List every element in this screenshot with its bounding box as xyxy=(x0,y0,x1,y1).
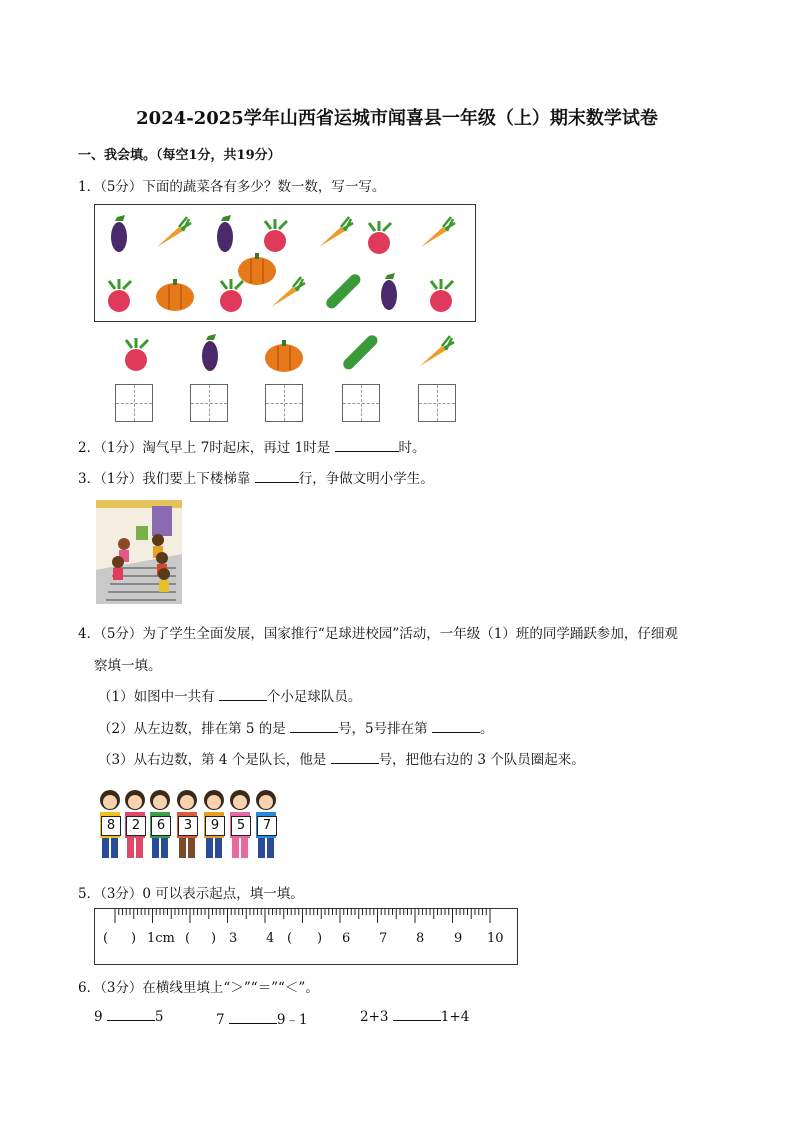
ruler-label-7: 7 xyxy=(379,931,388,946)
question-2-suffix: 时。 xyxy=(398,440,426,456)
compare-c-left: 2+3 xyxy=(360,1009,389,1025)
answer-blank-q4-2a[interactable] xyxy=(290,720,338,733)
question-3-text: 3．（1分）我们要上下楼梯靠 xyxy=(78,471,251,487)
question-4-line1: 4．（5分）为了学生全面发展，国家推行“足球进校园”活动，一年级（1）班的同学踊跃参加，仔细观 xyxy=(78,626,678,642)
answer-blank-q3[interactable] xyxy=(255,470,299,483)
ruler-label-8: 8 xyxy=(416,931,425,946)
vegetables-illustration xyxy=(95,205,475,321)
part3-suffix: 号，把他右边的 3 个队员圈起来。 xyxy=(378,752,585,768)
ruler-label-6: 6 xyxy=(342,931,351,946)
question-4-part2 xyxy=(98,717,493,737)
question-1: 1．（5分）下面的蔬菜各有多少？数一数，写一写。 xyxy=(78,179,386,195)
compare-item-c xyxy=(360,1008,469,1025)
answer-blank-q4-2b[interactable] xyxy=(432,720,480,733)
compare-item-a xyxy=(94,1008,163,1025)
ruler-label-1cm: 1cm xyxy=(147,931,175,946)
player-number-3: 6 xyxy=(151,816,171,836)
question-3-suffix: 行，争做文明小学生。 xyxy=(298,471,434,487)
compare-item-b xyxy=(216,1008,308,1028)
part2-suffix: 。 xyxy=(479,721,494,737)
stairs-illustration xyxy=(96,500,182,604)
compare-b-left: 7 xyxy=(216,1012,225,1028)
vegetable-legend xyxy=(94,326,474,374)
question-6: 6．（3分）在横线里填上“＞”“＝”“＜”。 xyxy=(78,980,319,996)
player-number-2: 2 xyxy=(126,816,146,836)
question-5: 5．（3分）0 可以表示起点，填一填。 xyxy=(78,886,304,902)
vegetable-picture-box xyxy=(94,204,476,322)
player-number-4: 3 xyxy=(178,816,198,836)
page-title: 2024-2025学年山西省运城市闻喜县一年级（上）期末数学试卷 xyxy=(136,108,658,129)
part2-text: （2）从左边数，排在第 5 的是 xyxy=(98,721,286,737)
question-4-part3 xyxy=(98,748,585,768)
part1-suffix: 个小足球队员。 xyxy=(266,689,362,705)
ruler-label-3: 3 xyxy=(229,931,238,946)
ruler-paren-close-0: ) xyxy=(131,931,137,946)
compare-c-right: 1+4 xyxy=(440,1009,470,1025)
football-players-illustration xyxy=(98,786,284,864)
part3-text: （3）从右边数，第 4 个是队长，他是 xyxy=(98,752,327,768)
part2-middle: 号，5号排在第 xyxy=(338,721,428,737)
ruler-ticks xyxy=(95,909,517,929)
player-number-7: 7 xyxy=(257,816,277,836)
question-4-line2: 察填一填。 xyxy=(94,658,162,674)
compare-a-left: 9 xyxy=(94,1009,103,1025)
answer-blank-q4-3[interactable] xyxy=(331,751,379,764)
answer-box-eggplant[interactable] xyxy=(190,384,228,422)
answer-box-radish[interactable] xyxy=(115,384,153,422)
ruler-label-10: 10 xyxy=(487,931,504,946)
player-number-6: 5 xyxy=(231,816,251,836)
answer-blank-q2[interactable] xyxy=(335,439,399,452)
player-number-1: 8 xyxy=(101,816,121,836)
part1-text: （1）如图中一共有 xyxy=(98,689,215,705)
ruler-paren-open-0: ( xyxy=(103,931,109,946)
question-3 xyxy=(78,467,434,487)
ruler-paren-open-2: ( xyxy=(185,931,191,946)
ruler-paren-open-5: ( xyxy=(287,931,293,946)
answer-blank-q6-a[interactable] xyxy=(107,1008,155,1021)
answer-box-carrot[interactable] xyxy=(418,384,456,422)
answer-blank-q4-1[interactable] xyxy=(219,688,267,701)
answer-blank-q6-c[interactable] xyxy=(393,1008,441,1021)
question-2 xyxy=(78,436,426,456)
player-number-5: 9 xyxy=(205,816,225,836)
answer-box-cucumber[interactable] xyxy=(342,384,380,422)
compare-b-right: 9﹣1 xyxy=(276,1012,308,1028)
ruler xyxy=(94,908,518,965)
answer-blank-q6-b[interactable] xyxy=(229,1011,277,1024)
answer-box-pumpkin[interactable] xyxy=(265,384,303,422)
ruler-paren-close-5: ) xyxy=(317,931,323,946)
section-heading: 一、我会填。（每空1分，共19分） xyxy=(78,148,281,163)
question-4-part1 xyxy=(98,685,361,705)
ruler-label-4: 4 xyxy=(266,931,275,946)
ruler-paren-close-2: ) xyxy=(211,931,217,946)
ruler-label-9: 9 xyxy=(454,931,463,946)
question-2-text: 2．（1分）淘气早上 7时起床，再过 1时是 xyxy=(78,440,331,456)
compare-a-right: 5 xyxy=(154,1009,164,1025)
